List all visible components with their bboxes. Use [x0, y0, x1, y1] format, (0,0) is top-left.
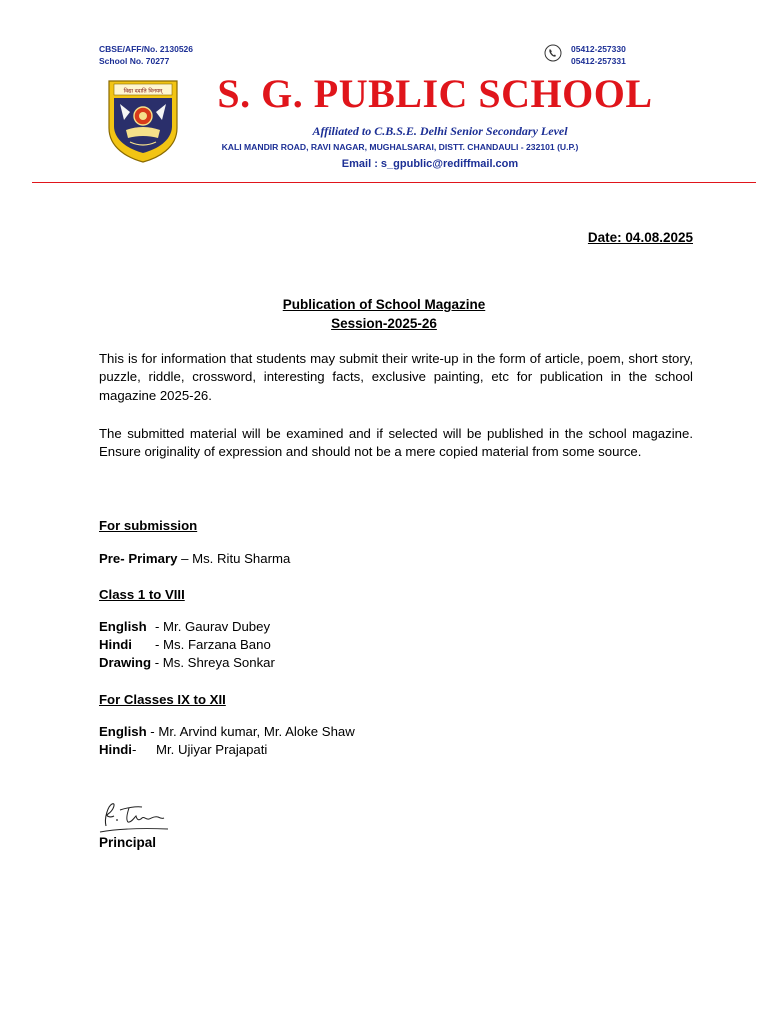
notice-paragraph-2: The submitted material will be examined and if selected will be published in the school magazine. Ensure originality of expression and should not be a mere copied material from some source.: [99, 426, 693, 460]
class-1-8-heading: Class 1 to VIII: [99, 587, 185, 602]
phone-number-2: 05412-257331: [571, 56, 626, 66]
drawing-teacher: - Ms. Shreya Sonkar: [151, 655, 275, 670]
senior-english-teachers: - Mr. Arvind kumar, Mr. Aloke Shaw: [146, 724, 355, 739]
hindi-label: Hindi: [99, 637, 132, 652]
notice-title-line-1: Publication of School Magazine: [282, 297, 486, 312]
phone-number-1: 05412-257330: [571, 44, 626, 54]
submission-heading: For submission: [99, 518, 198, 533]
class-9-12-hindi-row: [99, 741, 267, 759]
pre-primary-row: [99, 550, 290, 568]
english-label: English: [99, 619, 147, 634]
school-address: KALI MANDIR ROAD, RAVI NAGAR, MUGHALSARAI, DISTT. CHANDAULI - 232101 (U.P.): [221, 142, 579, 152]
class-9-12-english-row: [99, 723, 355, 741]
principal-signature: [96, 796, 172, 836]
pre-primary-label: Pre- Primary: [99, 551, 178, 566]
notice-title: [180, 295, 588, 333]
notice-date: Date: 04.08.2025: [587, 230, 693, 245]
senior-hindi-dash: -: [131, 742, 137, 757]
notice-title-line-2: Session-2025-26: [331, 316, 437, 331]
school-crest-logo: [106, 78, 180, 164]
class-1-8-drawing-row: [99, 654, 275, 672]
school-name: S. G. PUBLIC SCHOOL: [217, 71, 653, 116]
class-1-8-hindi-row: [99, 636, 271, 654]
class-9-12-heading: For Classes IX to XII: [99, 692, 226, 707]
english-teacher: - Mr. Gaurav Dubey: [155, 619, 271, 634]
notice-paragraph-1: This is for information that students may submit their write-up in the form of article, poem, short story, puzzle, riddle, crossword, interesting facts, exclusive painting, etc for publication in the school magazine 2025-26.: [99, 351, 693, 403]
school-number: School No. 70277: [99, 56, 170, 66]
svg-text:विद्या ददाति विनयम्: विद्या ददाति विनयम्: [123, 88, 163, 95]
principal-designation: Principal: [99, 835, 157, 850]
senior-hindi-label: Hindi: [99, 742, 132, 757]
hindi-teacher: - Ms. Farzana Bano: [155, 637, 271, 652]
letterhead-divider: [32, 182, 756, 183]
phone-icon: [544, 44, 562, 62]
cbse-affiliation-number: CBSE/AFF/No. 2130526: [99, 44, 194, 54]
senior-english-label: English: [99, 724, 147, 739]
pre-primary-teacher: – Ms. Ritu Sharma: [177, 551, 291, 566]
drawing-label: Drawing: [99, 655, 152, 670]
senior-hindi-teacher: Mr. Ujiyar Prajapati: [155, 742, 268, 757]
school-email: Email : s_gpublic@rediffmail.com: [341, 158, 519, 170]
affiliation-line: Affiliated to C.B.S.E. Delhi Senior Secondary Level: [312, 124, 568, 138]
class-1-8-english-row: [99, 618, 270, 636]
